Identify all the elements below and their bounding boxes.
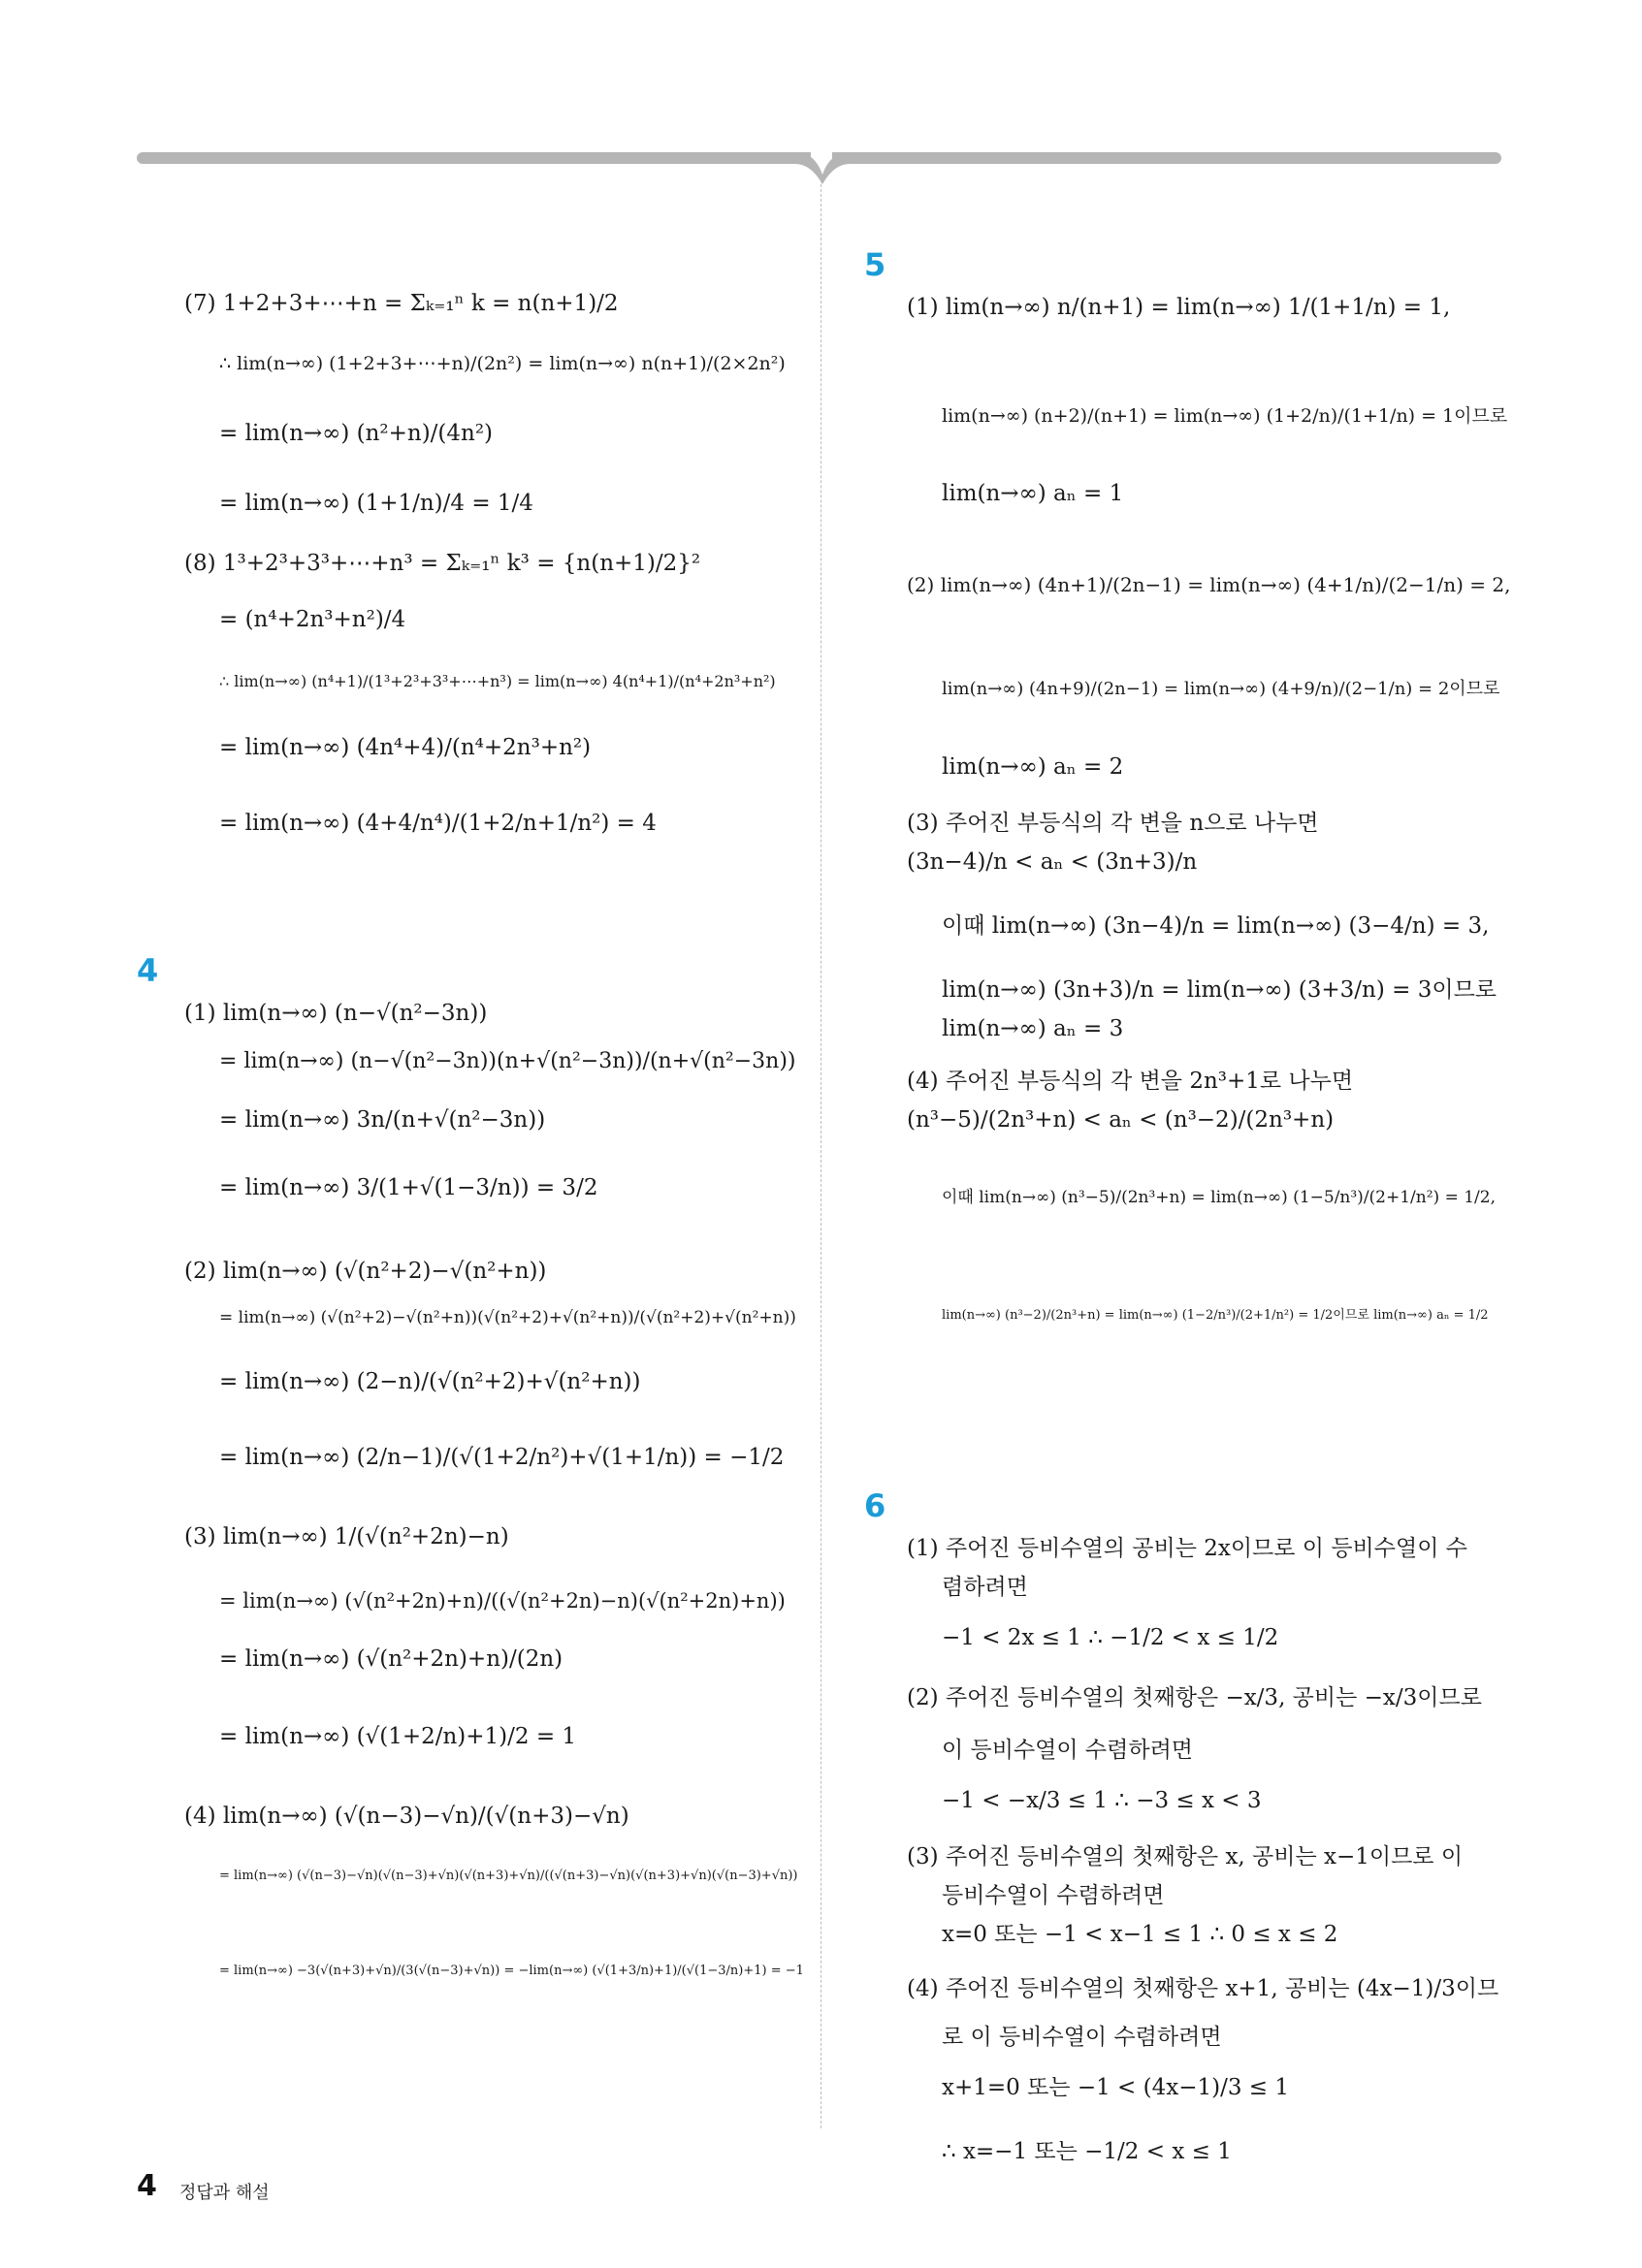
solution-line: (1) lim(n→∞) n/(n+1) = lim(n→∞) 1/(1+1/n) = 1, [907,295,1451,320]
solution-line: (4) 주어진 등비수열의 첫째항은 x+1, 공비는 (4x−1)/3이므 [907,1976,1499,2001]
solution-line: = lim(n→∞) (n−√(n²−3n))(n+√(n²−3n))/(n+√(n²−3n)) [219,1049,796,1073]
solution-line: = lim(n→∞) (n²+n)/(4n²) [219,421,494,446]
solution-line: = lim(n→∞) (4+4/n⁴)/(1+2/n+1/n²) = 4 [219,811,657,836]
solution-line: = (n⁴+2n³+n²)/4 [219,607,406,632]
page-number: 4 [137,2169,157,2203]
solution-line: lim(n→∞) (n+2)/(n+1) = lim(n→∞) (1+2/n)/(1+1/n) = 1이므로 [942,405,1508,427]
solution-line: lim(n→∞) aₙ = 2 [942,754,1124,780]
solution-line: = lim(n→∞) −3(√(n+3)+√n)/(3(√(n−3)+√n)) = −lim(n→∞) (√(1+3/n)+1)/(√(1−3/n)+1) = −1 [219,1964,804,1978]
solution-line: (4) lim(n→∞) (√(n−3)−√n)/(√(n+3)−√n) [184,1804,629,1829]
solution-line: x=0 또는 −1 < x−1 ≤ 1 ∴ 0 ≤ x ≤ 2 [942,1922,1338,1947]
solution-line: 이 등비수열이 수렴하려면 [942,1738,1194,1763]
solution-line: (3) lim(n→∞) 1/(√(n²+2n)−n) [184,1524,509,1549]
solution-line: lim(n→∞) aₙ = 1 [942,481,1124,506]
solution-line: (3n−4)/n < aₙ < (3n+3)/n [907,849,1198,875]
solution-line: = lim(n→∞) 3n/(n+√(n²−3n)) [219,1107,546,1133]
solution-line: −1 < 2x ≤ 1 ∴ −1/2 < x ≤ 1/2 [942,1625,1279,1650]
solution-line: (7) 1+2+3+⋯+n = Σₖ₌₁ⁿ k = n(n+1)/2 [184,291,619,316]
solution-line: 렴하려면 [942,1575,1028,1600]
top-bar-left [137,152,811,164]
solution-line: = lim(n→∞) (2/n−1)/(√(1+2/n²)+√(1+1/n)) = −1/2 [219,1445,785,1470]
solution-line: 등비수열이 수렴하려면 [942,1883,1165,1908]
solution-line: (4) 주어진 부등식의 각 변을 2n³+1로 나누면 [907,1069,1354,1094]
solution-line: = lim(n→∞) (√(n²+2n)+n)/((√(n²+2n)−n)(√(n²+2n)+n)) [219,1589,786,1613]
solution-line: 로 이 등비수열이 수렴하려면 [942,2025,1222,2050]
section-number: 6 [864,1487,886,1524]
solution-line: = lim(n→∞) (√(n²+2n)+n)/(2n) [219,1646,563,1672]
solution-line: x+1=0 또는 −1 < (4x−1)/3 ≤ 1 [942,2075,1290,2100]
solution-line: lim(n→∞) aₙ = 3 [942,1016,1124,1041]
solution-line: = lim(n→∞) (√(n²+2)−√(n²+n))(√(n²+2)+√(n²+n))/(√(n²+2)+√(n²+n)) [219,1308,796,1327]
top-bar-right [832,152,1501,164]
solution-line: ∴ x=−1 또는 −1/2 < x ≤ 1 [942,2139,1232,2164]
solution-line: = lim(n→∞) (√(n−3)−√n)(√(n−3)+√n)(√(n+3)+√n)/((√(n+3)−√n)(√(n+3)+√n)(√(n−3)+√n)) [219,1869,798,1883]
solution-line: ∴ lim(n→∞) (1+2+3+⋯+n)/(2n²) = lim(n→∞) n(n+1)/(2×2n²) [219,353,786,374]
solution-line: ∴ lim(n→∞) (n⁴+1)/(1³+2³+3³+⋯+n³) = lim(n→∞) 4(n⁴+1)/(n⁴+2n³+n²) [219,672,776,690]
top-bar-notch [795,145,850,184]
section-number: 5 [864,246,886,283]
solution-line: (2) 주어진 등비수열의 첫째항은 −x/3, 공비는 −x/3이므로 [907,1685,1482,1710]
solution-line: = lim(n→∞) (2−n)/(√(n²+2)+√(n²+n)) [219,1369,641,1394]
section-number: 4 [137,952,159,989]
solution-line: = lim(n→∞) (1+1/n)/4 = 1/4 [219,491,533,516]
solution-line: 이때 lim(n→∞) (n³−5)/(2n³+n) = lim(n→∞) (1−5/n³)/(2+1/n²) = 1/2, [942,1188,1496,1207]
solution-line: (3) 주어진 부등식의 각 변을 n으로 나누면 [907,811,1319,836]
solution-line: (2) lim(n→∞) (√(n²+2)−√(n²+n)) [184,1259,547,1284]
solution-line: (8) 1³+2³+3³+⋯+n³ = Σₖ₌₁ⁿ k³ = {n(n+1)/2}² [184,551,701,576]
solution-line: −1 < −x/3 ≤ 1 ∴ −3 ≤ x < 3 [942,1788,1262,1813]
solution-line: (1) lim(n→∞) (n−√(n²−3n)) [184,1001,488,1026]
solution-line: lim(n→∞) (3n+3)/n = lim(n→∞) (3+3/n) = 3이므로 [942,977,1497,1003]
solution-line: lim(n→∞) (4n+9)/(2n−1) = lim(n→∞) (4+9/n)/(2−1/n) = 2이므로 [942,679,1500,699]
footer-label: 정답과 해설 [179,2183,270,2203]
solution-line: (n³−5)/(2n³+n) < aₙ < (n³−2)/(2n³+n) [907,1107,1335,1133]
solution-line: lim(n→∞) (n³−2)/(2n³+n) = lim(n→∞) (1−2/n³)/(2+1/n²) = 1/2이므로 lim(n→∞) aₙ = 1/2 [942,1308,1489,1323]
solution-line: = lim(n→∞) 3/(1+√(1−3/n)) = 3/2 [219,1175,598,1200]
solution-line: (1) 주어진 등비수열의 공비는 2x이므로 이 등비수열이 수 [907,1536,1467,1561]
solution-line: = lim(n→∞) (√(1+2/n)+1)/2 = 1 [219,1724,577,1749]
solution-line: = lim(n→∞) (4n⁴+4)/(n⁴+2n³+n²) [219,735,592,760]
solution-line: (3) 주어진 등비수열의 첫째항은 x, 공비는 x−1이므로 이 [907,1844,1464,1869]
solution-line: 이때 lim(n→∞) (3n−4)/n = lim(n→∞) (3−4/n) = 3, [942,913,1490,939]
solution-line: (2) lim(n→∞) (4n+1)/(2n−1) = lim(n→∞) (4+1/n)/(2−1/n) = 2, [907,573,1511,596]
